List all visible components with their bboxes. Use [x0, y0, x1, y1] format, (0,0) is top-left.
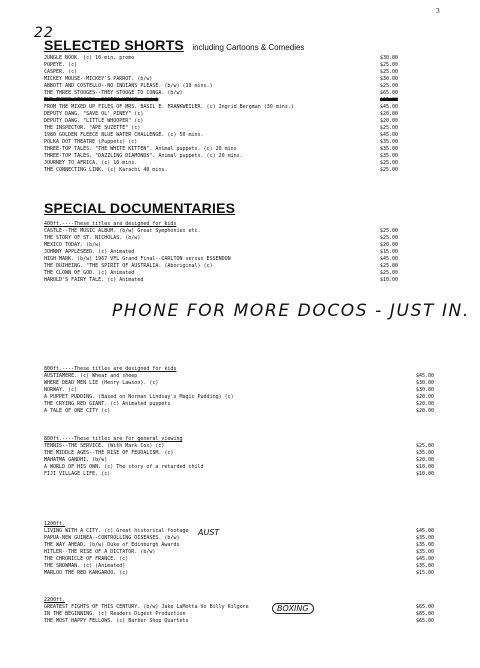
item-price: $45.00 [415, 556, 434, 562]
list-item [44, 443, 434, 450]
docs-800-general-list [44, 435, 434, 478]
item-title: 1980 GOLDEN FLEECE BLUE WATER CHALLENGE. (c) 50 mins. [44, 132, 204, 138]
item-title: GREATEST FIGHTS OF THIS CENTURY. (b/w) Jake LaMotta Vs Billy Kilgore [44, 604, 249, 610]
item-title: THE DUIHEING. "THE SPIRIT OF AUSTRALIA. (Aboriginal) (c) [44, 263, 213, 269]
documentaries-title: SPECIAL DOCUMENTARIES [44, 200, 236, 216]
item-title: A TALE OF ONE CITY (c) [44, 408, 111, 414]
category-label [44, 520, 434, 528]
item-price: $20.00 [415, 457, 434, 463]
item-title: HAROLD'S FAIRY TALE. (c) Animated [44, 277, 144, 283]
list-item [44, 263, 434, 270]
item-title: THE CRYING RED GIANT. (c) Animated puppets [44, 401, 171, 407]
list-item [44, 464, 434, 471]
item-title: MAHATMA GANDHI. (b/w) [44, 457, 108, 463]
list-item [44, 242, 434, 249]
list-item [44, 270, 434, 277]
list-item [44, 167, 434, 174]
category-label [44, 365, 434, 373]
category-label [44, 596, 434, 604]
item-title: FIJI VILLAGE LIFE. (c) [44, 471, 111, 477]
item-title: CASPER. (c) [44, 69, 78, 75]
list-item [44, 380, 434, 387]
item-title: POLKA DOT THEATRE (Puppets) (c) [44, 139, 138, 145]
list-item [44, 394, 434, 401]
item-title: THE THREE STOOGES--THEY STOOGE TO CONGA. (b/w) [44, 90, 183, 96]
list-item [44, 528, 434, 535]
handwritten-boxing-mark: BOXING [272, 603, 314, 614]
item-price: $30.00 [415, 387, 434, 393]
list-item [44, 160, 434, 167]
handwritten-phone-note: PHONE FOR MORE DOCOS - JUST IN. [112, 301, 470, 321]
item-title: A WORLD OF HIS OWN. (c) The story of a retarded child [44, 464, 204, 470]
list-item [44, 146, 434, 153]
item-price: $65.00 [415, 618, 434, 624]
item-price: $45.00 [415, 528, 434, 534]
item-price: $65.00 [379, 90, 398, 96]
list-item [44, 277, 434, 284]
list-item [44, 450, 434, 457]
item-price: $25.00 [379, 83, 398, 89]
item-price: $20.00 [379, 242, 398, 248]
item-price: $35.00 [379, 153, 398, 159]
item-price: $25.00 [379, 62, 398, 68]
item-price: $85.00 [415, 611, 434, 617]
category-label-text: 800ft.----These titles are for general viewing [44, 436, 183, 442]
item-price: $15.00 [379, 249, 398, 255]
shorts-subtitle: including Cartoons & Comedies [192, 43, 305, 52]
list-item [44, 563, 434, 570]
item-price: $30.00 [379, 76, 398, 82]
item-title: MICKEY MOUSE--MICKEY'S PARROT. (b/w) [44, 76, 153, 82]
list-item [44, 471, 434, 478]
item-price: $35.00 [415, 535, 434, 541]
item-title: A PUPPET PUDDING. (Based on Norman Lindsay's Magic Pudding) (c) [44, 394, 234, 400]
item-title: THREE-TOP TALES. "DAZZLING DIAMONDS". Animal puppets. (c) 20 mins. [44, 153, 243, 159]
list-item [44, 132, 434, 139]
item-price: $45.00 [379, 256, 398, 262]
item-title: POPEYE. (c) [44, 62, 78, 68]
shorts-title: SELECTED SHORTS [44, 37, 184, 53]
item-title: MARLOO THE RED KANGAROO. (c) [44, 570, 129, 576]
item-title: FROM THE MIXED UP FILES OF MRS. BASIL E. FRANKWEILER. (c) Ingrid Bergman (30 mins.) [44, 104, 294, 110]
list-item [44, 90, 434, 97]
docs-400-list [44, 220, 434, 284]
item-title: THE WAY AHEAD. (b/w) Duke of Edinburgh Awards [44, 542, 180, 548]
list-item [44, 408, 434, 415]
list-item [44, 97, 434, 104]
list-item [44, 104, 434, 111]
item-price: $10.00 [415, 464, 434, 470]
item-price: $65.00 [379, 97, 398, 103]
item-title: MEXICO TODAY. (b/w) [44, 242, 102, 248]
item-price: $25.00 [415, 443, 434, 449]
item-price: $35.00 [415, 549, 434, 555]
list-item [44, 69, 434, 76]
item-title: DEPUTY DAWG. "SAVE OL' PINEY" (c) [44, 111, 144, 117]
list-item [44, 235, 434, 242]
category-label-text: 800ft.----These titles are designed for kids [44, 366, 177, 372]
item-price: $20.00 [379, 118, 398, 124]
list-item [44, 55, 434, 62]
item-price: $20.00 [415, 408, 434, 414]
item-title: THE CLOWN OF GOD. (c) Animated [44, 270, 135, 276]
list-item [44, 535, 434, 542]
category-label [44, 220, 434, 228]
handwritten-page-ref: 22 [34, 25, 54, 41]
handwritten-aust-mark: AUST [198, 528, 220, 537]
item-title: IN THE BEGINNING. (c) Readers Digest Production [44, 611, 186, 617]
item-price: $45.00 [415, 373, 434, 379]
category-label-text: 400ft.----These titles are designed for kids [44, 221, 177, 227]
item-price: $15.00 [415, 570, 434, 576]
list-item [44, 111, 434, 118]
item-title: THE THREE STOOGES--SCOTCH HOUSE. (b/w) [44, 97, 159, 103]
list-item [44, 387, 434, 394]
list-item [44, 125, 434, 132]
item-title: WHERE DEAD MEN LIE (Henry Lawson). (c) [44, 380, 159, 386]
item-title: PAPUA-NEW GUINEA--CONTROLLING DISEASES. (b/w) [44, 535, 180, 541]
docs-2200-list [44, 596, 434, 625]
list-item [44, 256, 434, 263]
item-price: $65.00 [415, 604, 434, 610]
item-price: $25.00 [379, 69, 398, 75]
item-title: JOHNNY APPLESEED. (c) Animated [44, 249, 135, 255]
item-price: $35.00 [379, 139, 398, 145]
item-price: $10.00 [415, 471, 434, 477]
docs-1200-list [44, 520, 434, 577]
item-title: LIVING WITH A CITY. (c) Great historical footage [44, 528, 189, 534]
item-title: AUSTIAMERE. (c) Wheat and sheep [44, 373, 138, 379]
item-price: $25.00 [379, 160, 398, 166]
list-item [44, 542, 434, 549]
item-title: THE MIDDLE AGES--THE RISE OF FEUDALISM. (c) [44, 450, 174, 456]
item-title: JUNGLE BOOK. (c) 10-min. promo [44, 55, 135, 61]
item-price: $45.00 [379, 132, 398, 138]
list-item [44, 549, 434, 556]
list-item [44, 611, 434, 618]
item-title: THE CONNECTING LINK. (c) Karachi 40 mins. [44, 167, 168, 173]
item-title: THREE-TOP TALES. "THE WHITE KITTEN". Animal puppets. (c) 20 mins [44, 146, 237, 152]
item-price: $20.00 [415, 394, 434, 400]
list-item [44, 401, 434, 408]
item-title: THE INSPECTOR. "APE SUZETTE" (c) [44, 125, 141, 131]
item-title: CASTLE--THE MUSIC ALBUM. (b/w) Great Symphonies etc. [44, 228, 201, 234]
item-title: TENNIS--THE SERVICE. (With Mark Cox) (c) [44, 443, 165, 449]
item-price: $30.00 [415, 380, 434, 386]
item-title: THE STORY OF ST. NICHOLAS. (b/w) [44, 235, 141, 241]
item-title: DEPUTY DAWG. "LITTLE WHOOPER" (c) [44, 118, 144, 124]
item-title: THE CHRONICLE OF FRANCE. (c) [44, 556, 129, 562]
item-title: THE MOST HAPPY FELLOWS. (c) Barber Shop Quartets [44, 618, 189, 624]
item-price: $25.00 [379, 263, 398, 269]
list-item [44, 249, 434, 256]
page-number: 3 [436, 8, 440, 15]
item-price: $30.00 [379, 55, 398, 61]
item-price: $25.00 [379, 270, 398, 276]
item-price: $45.00 [379, 104, 398, 110]
item-title: HITLER--THE RISE OF A DICTATOR. (b/w) [44, 549, 156, 555]
documentaries-heading [44, 200, 235, 218]
item-price: $10.00 [379, 277, 398, 283]
item-title: HIGH MARK. (b/w) 1967 VFL Grand Final--CARLTON versus ESSENDON [44, 256, 231, 262]
item-price: $25.00 [379, 167, 398, 173]
list-item [44, 457, 434, 464]
category-label-text: 2200ft. [44, 597, 66, 603]
item-title: ABBOTT AND COSTELLO--NO INDIANS PLEASE. (b/w) (10 mins.) [44, 83, 213, 89]
list-item [44, 139, 434, 146]
item-price: $20.00 [415, 401, 434, 407]
list-item [44, 83, 434, 90]
category-label-text: 1200ft. [44, 521, 66, 527]
item-price: $25.00 [379, 235, 398, 241]
list-item [44, 373, 434, 380]
list-item [44, 556, 434, 563]
list-item [44, 604, 434, 611]
shorts-list [44, 55, 434, 174]
shorts-heading [44, 37, 304, 55]
item-price: $25.00 [379, 125, 398, 131]
docs-800-kids-list [44, 365, 434, 415]
item-price: $20.00 [379, 111, 398, 117]
item-price: $35.00 [415, 542, 434, 548]
category-label [44, 435, 434, 443]
item-price: $35.00 [415, 563, 434, 569]
item-price: $35.00 [379, 146, 398, 152]
item-title: NORWAY. (c) [44, 387, 78, 393]
list-item [44, 618, 434, 625]
item-title: THE SNOWMAN. (c) (Animated) [44, 563, 126, 569]
item-title: JOURNEY TO AFRICA. (c) 10 mins. [44, 160, 138, 166]
list-item [44, 228, 434, 235]
list-item [44, 76, 434, 83]
item-price: $25.00 [379, 228, 398, 234]
list-item [44, 62, 434, 69]
list-item [44, 118, 434, 125]
list-item [44, 153, 434, 160]
list-item [44, 570, 434, 577]
item-price: $35.00 [415, 450, 434, 456]
